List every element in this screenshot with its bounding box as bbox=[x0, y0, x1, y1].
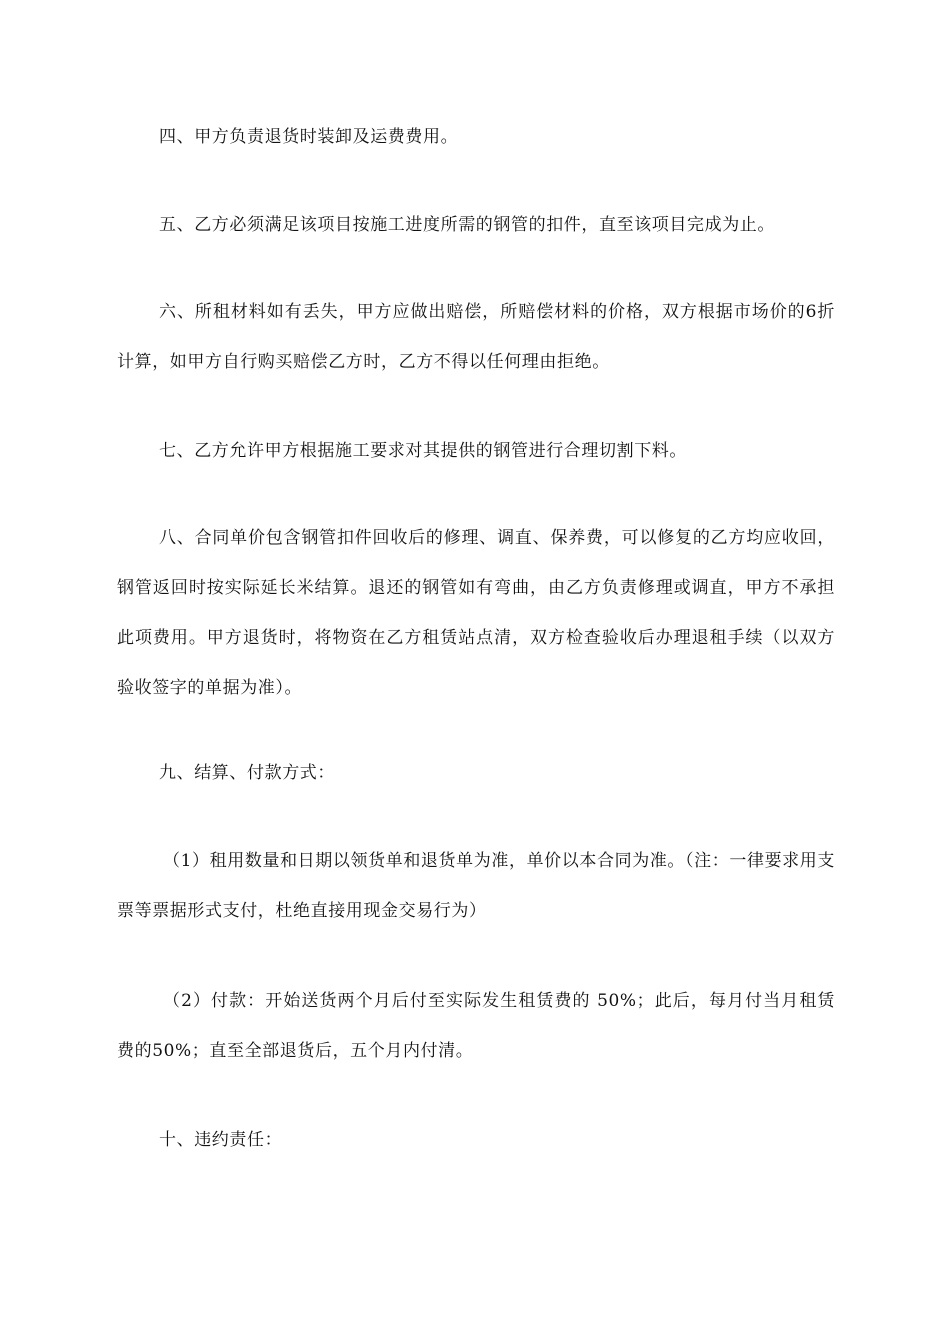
clause-4: 四、甲方负责退货时装卸及运费费用。 bbox=[159, 127, 459, 147]
clause-9-item-2: （2）付款：开始送货两个月后付至实际发生租赁费的 50%；此后，每月付当月租赁费的50%；直至全部退货后，五个月内付清。 bbox=[117, 991, 835, 1061]
clause-10-heading: 十、违约责任： bbox=[159, 1130, 283, 1150]
clause-8: 八、合同单价包含钢管扣件回收后的修理、调直、保养费，可以修复的乙方均应收回，钢管返回时按实际延长米结算。退还的钢管如有弯曲，由乙方负责修理或调直，甲方不承担此项费用。甲方退货时，将物资在乙方租赁站点清，双方检查验收后办理退租手续（以双方验收签字的单据为准）。 bbox=[117, 528, 835, 698]
clause-7: 七、乙方允许甲方根据施工要求对其提供的钢管进行合理切割下料。 bbox=[159, 441, 687, 461]
clause-9-heading: 九、结算、付款方式： bbox=[159, 763, 335, 783]
clause-5: 五、乙方必须满足该项目按施工进度所需的钢管的扣件，直至该项目完成为止。 bbox=[159, 215, 775, 235]
clause-6: 六、所租材料如有丢失，甲方应做出赔偿，所赔偿材料的价格，双方根据市场价的6折计算，如甲方自行购买赔偿乙方时，乙方不得以任何理由拒绝。 bbox=[117, 302, 835, 372]
clause-9-item-1: （1）租用数量和日期以领货单和退货单为准，单价以本合同为准。（注：一律要求用支票等票据形式支付，杜绝直接用现金交易行为） bbox=[117, 851, 835, 921]
